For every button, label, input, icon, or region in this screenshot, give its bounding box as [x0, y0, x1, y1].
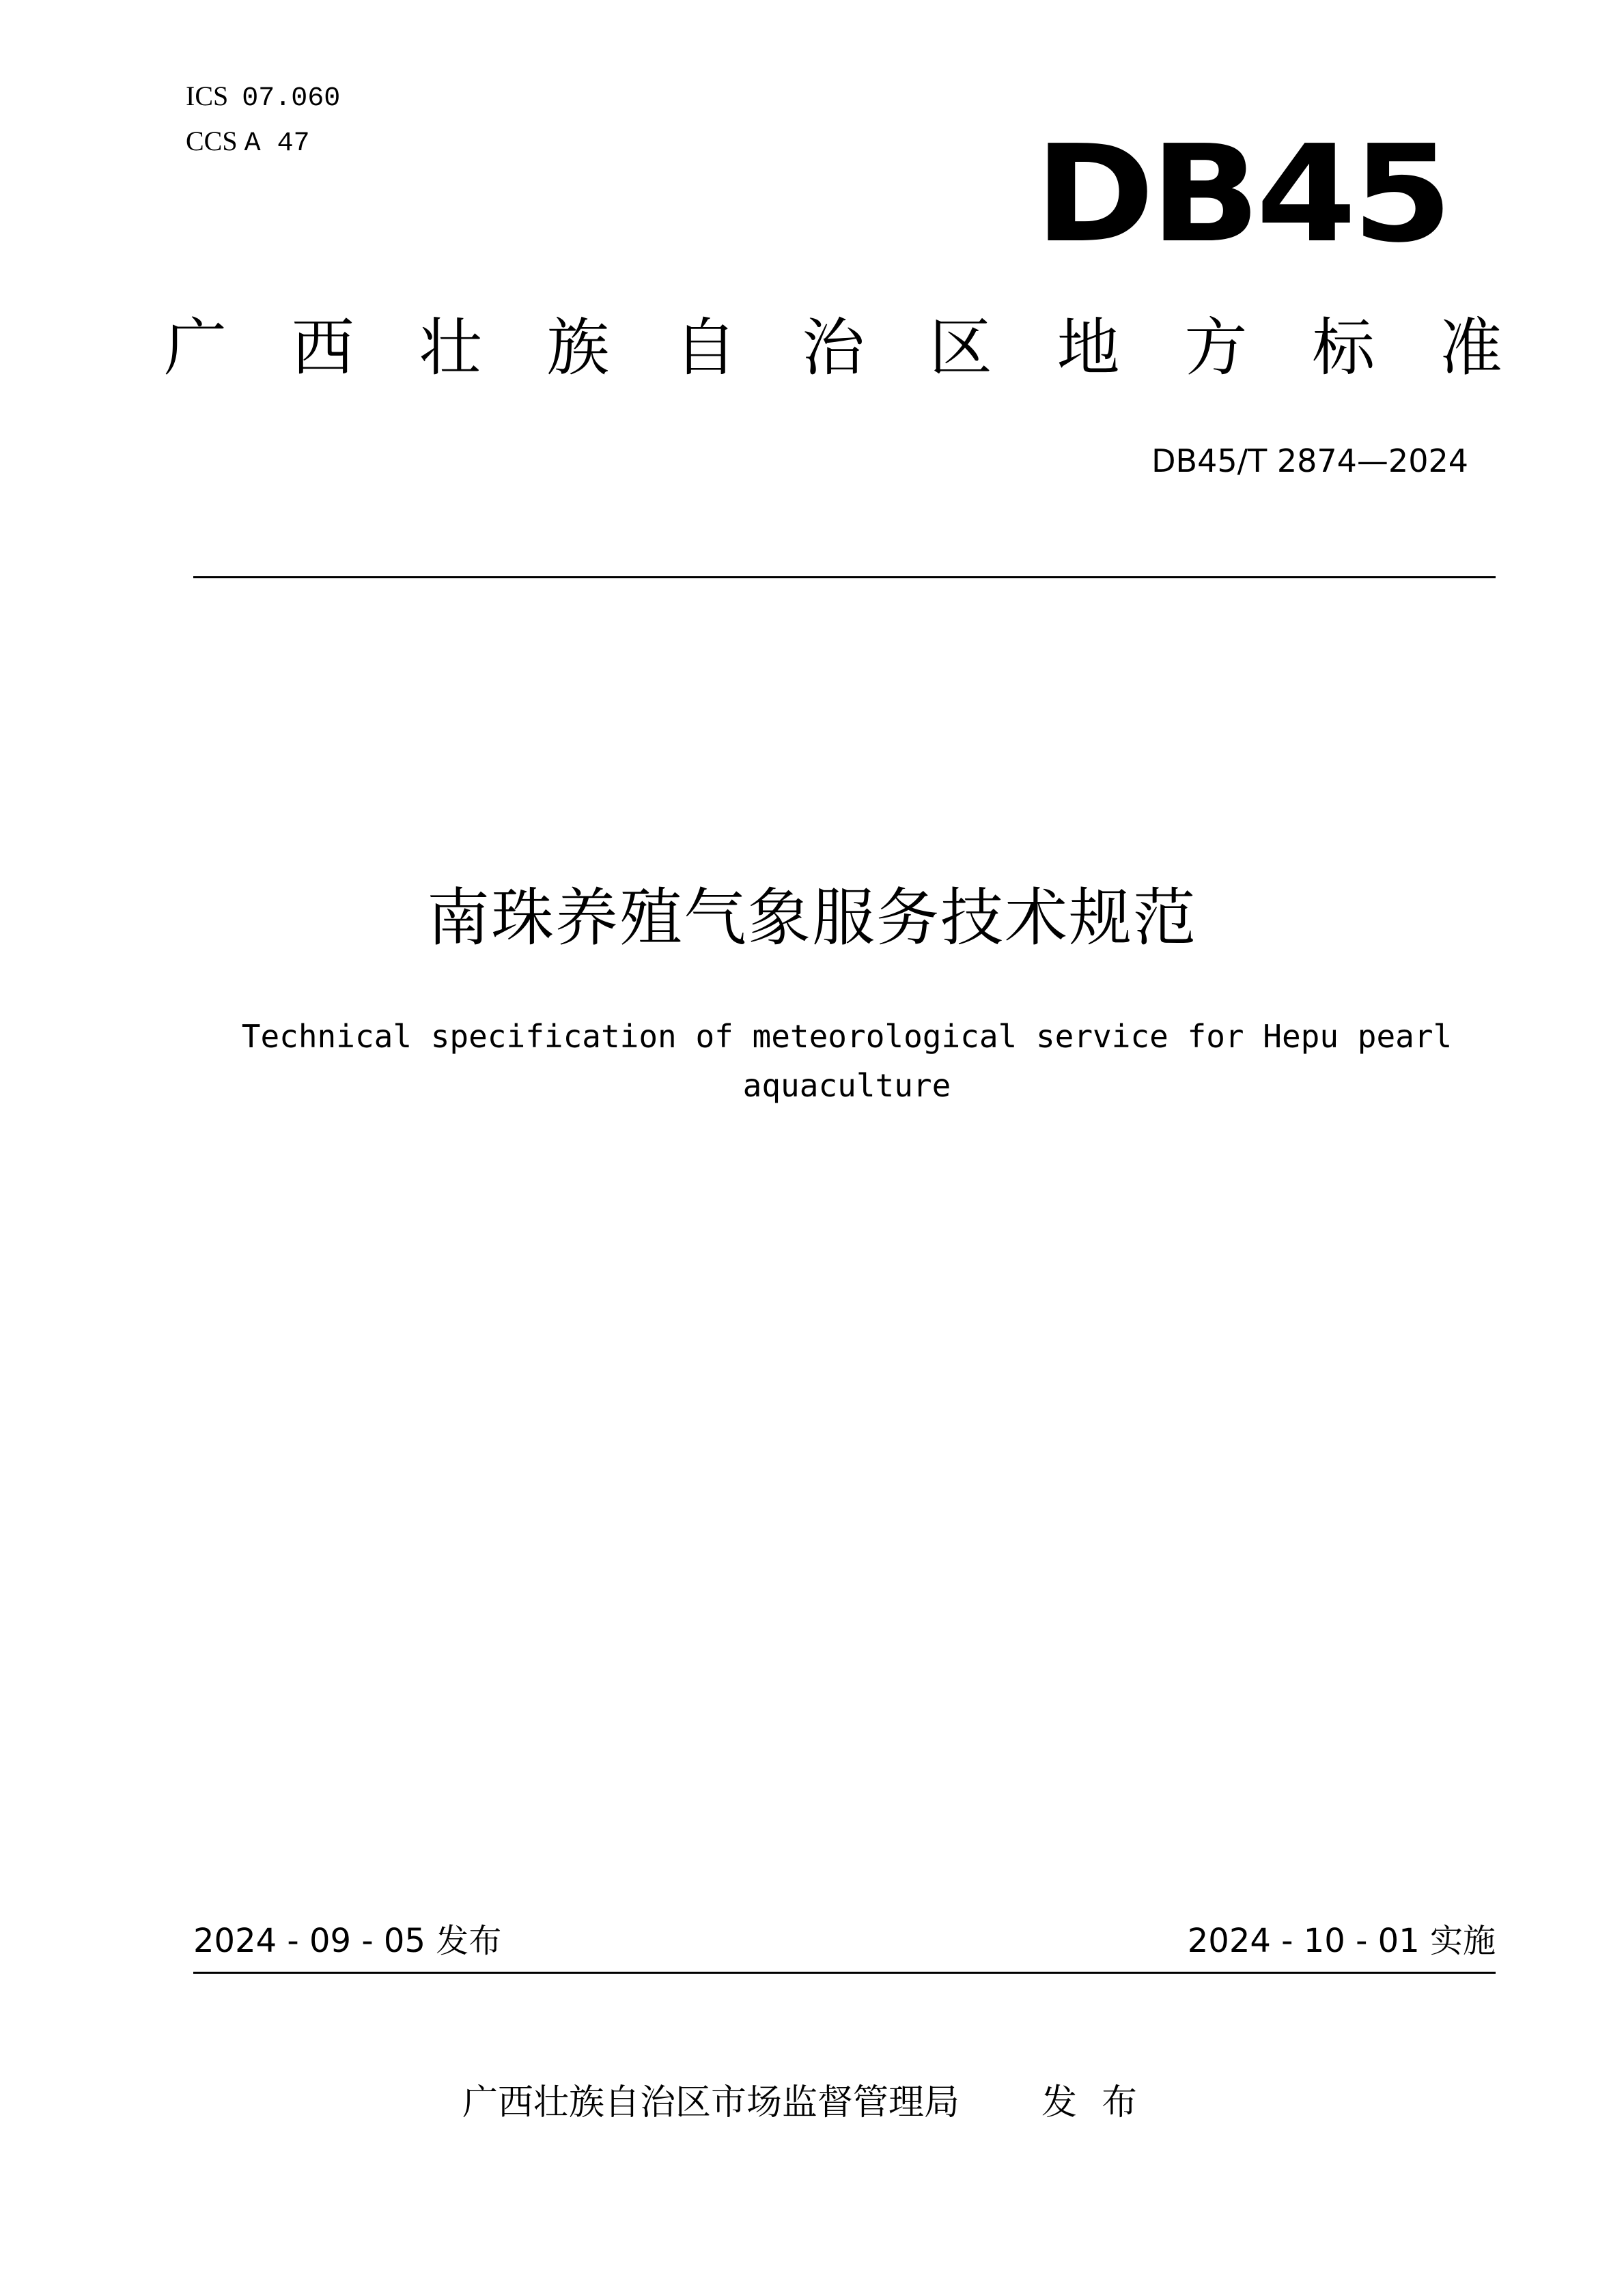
- english-title-line: aquaculture: [742, 1067, 951, 1104]
- issuer-line: [0, 2075, 1624, 2130]
- category-char: 族: [546, 311, 610, 384]
- ccs-code: A 47: [244, 128, 310, 159]
- ccs-label: CCS: [186, 126, 238, 156]
- standard-logo: DB45: [1035, 117, 1448, 272]
- ics-code: 07.060: [242, 83, 341, 114]
- ccs-row: [186, 120, 340, 165]
- ics-label: ICS: [186, 81, 229, 111]
- category-char: 地: [1056, 311, 1120, 384]
- issuer-name: 广西壮族自治区市场监督管理局: [462, 2082, 960, 2123]
- category-char: 西: [291, 311, 354, 384]
- dates-divider: [193, 1972, 1496, 1974]
- category-char: 治: [801, 311, 865, 384]
- implementation-date: 2024 - 10 - 01 实施: [1187, 1922, 1496, 1960]
- category-char: 壮: [419, 311, 482, 384]
- english-title-line: Technical specification of meteorological service for Hepu pearl: [241, 1018, 1453, 1055]
- issuer-action: 发布: [1041, 2082, 1162, 2123]
- category-char: 自: [674, 311, 738, 384]
- document-title-english: [205, 1012, 1489, 1110]
- standard-category-heading: [164, 307, 1502, 389]
- category-char: 区: [929, 311, 992, 384]
- category-char: 广: [164, 311, 227, 384]
- category-char: 准: [1439, 311, 1502, 384]
- standard-number: DB45/T 2874—2024: [1151, 442, 1468, 479]
- document-title-chinese: 南珠养殖气象服务技术规范: [426, 881, 1197, 954]
- header-divider: [193, 576, 1496, 578]
- classification-codes: [186, 75, 340, 165]
- release-date: 2024 - 09 - 05 发布: [193, 1922, 502, 1960]
- category-char: 标: [1312, 311, 1375, 384]
- ics-row: [186, 75, 340, 120]
- category-char: 方: [1184, 311, 1248, 384]
